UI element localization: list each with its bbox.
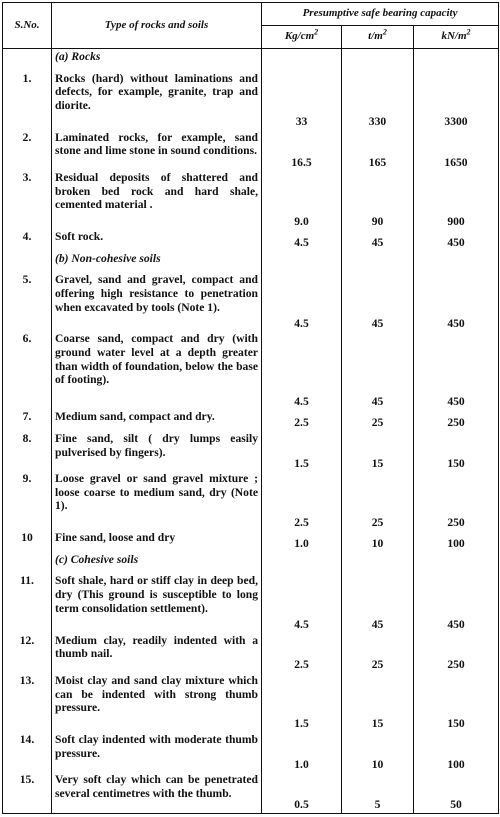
empty-cell bbox=[262, 251, 342, 273]
row-value-tm2: 15 bbox=[342, 431, 414, 471]
row-value-kgcm2: 2.5 bbox=[262, 633, 342, 673]
row-value-tm2: 90 bbox=[342, 170, 414, 229]
table-row bbox=[3, 573, 499, 632]
section-row bbox=[3, 251, 499, 273]
section-heading: (b) Non-cohesive soils bbox=[52, 251, 262, 273]
empty-cell bbox=[414, 251, 499, 273]
row-description: Medium clay, readily indented with a thumb nail. bbox=[52, 633, 262, 673]
row-description: Very soft clay which can be penetrated several centimetres with the thumb. bbox=[52, 772, 262, 813]
header-unit-knm2: $kN/m^2$ bbox=[414, 26, 499, 49]
header-capacity: Presumptive safe bearing capacity bbox=[262, 3, 499, 26]
row-value-knm2: 150 bbox=[414, 673, 499, 732]
row-value-tm2: 330 bbox=[342, 71, 414, 130]
row-description: Medium sand, compact and dry. bbox=[52, 409, 262, 431]
bearing-capacity-table bbox=[2, 2, 499, 814]
row-value-kgcm2: 2.5 bbox=[262, 471, 342, 530]
table-row bbox=[3, 229, 499, 251]
table-row bbox=[3, 130, 499, 170]
row-value-knm2: 250 bbox=[414, 633, 499, 673]
empty-cell bbox=[262, 552, 342, 574]
row-value-knm2: 3300 bbox=[414, 71, 499, 130]
row-sno: 2. bbox=[3, 130, 52, 170]
row-value-tm2: 45 bbox=[342, 331, 414, 409]
row-value-kgcm2: 0.5 bbox=[262, 772, 342, 813]
row-value-kgcm2: 4.5 bbox=[262, 272, 342, 331]
row-value-kgcm2: 1.0 bbox=[262, 732, 342, 772]
row-value-kgcm2: 4.5 bbox=[262, 331, 342, 409]
row-description: Moist clay and sand clay mixture which can be indented with strong thumb pressure. bbox=[52, 673, 262, 732]
section-heading: (a) Rocks bbox=[52, 49, 262, 71]
table-row bbox=[3, 530, 499, 552]
row-sno: 7. bbox=[3, 409, 52, 431]
row-value-tm2: 10 bbox=[342, 732, 414, 772]
header-unit-tm2: $t/m^2$ bbox=[342, 26, 414, 49]
row-value-knm2: 450 bbox=[414, 331, 499, 409]
row-description: Loose gravel or sand gravel mixture ; loose coarse to medium sand, dry (Note 1). bbox=[52, 471, 262, 530]
row-description: Soft clay indented with moderate thumb pressure. bbox=[52, 732, 262, 772]
row-sno: 6. bbox=[3, 331, 52, 409]
row-description: Fine sand, loose and dry bbox=[52, 530, 262, 552]
row-value-knm2: 450 bbox=[414, 229, 499, 251]
table-row bbox=[3, 331, 499, 409]
section-sno bbox=[3, 552, 52, 574]
row-sno: 1. bbox=[3, 71, 52, 130]
empty-cell bbox=[342, 552, 414, 574]
table-row bbox=[3, 272, 499, 331]
row-value-kgcm2: 2.5 bbox=[262, 409, 342, 431]
row-description: Gravel, sand and gravel, compact and offering high resistance to penetration when excavated by tools (Note 1). bbox=[52, 272, 262, 331]
row-value-kgcm2: 1.0 bbox=[262, 530, 342, 552]
section-row bbox=[3, 49, 499, 71]
row-value-knm2: 250 bbox=[414, 409, 499, 431]
row-sno: 4. bbox=[3, 229, 52, 251]
row-value-tm2: 45 bbox=[342, 272, 414, 331]
section-sno bbox=[3, 251, 52, 273]
row-value-knm2: 450 bbox=[414, 272, 499, 331]
row-value-tm2: 25 bbox=[342, 471, 414, 530]
row-value-knm2: 450 bbox=[414, 573, 499, 632]
row-sno: 15. bbox=[3, 772, 52, 813]
empty-cell bbox=[342, 49, 414, 71]
row-description: Residual deposits of shattered and broken bed rock and hard shale, cemented material . bbox=[52, 170, 262, 229]
header-type: Type of rocks and soils bbox=[52, 3, 262, 49]
table-row bbox=[3, 772, 499, 813]
row-value-knm2: 900 bbox=[414, 170, 499, 229]
row-sno: 10 bbox=[3, 530, 52, 552]
row-value-tm2: 5 bbox=[342, 772, 414, 813]
row-sno: 14. bbox=[3, 732, 52, 772]
section-row bbox=[3, 552, 499, 574]
row-sno: 12. bbox=[3, 633, 52, 673]
table-row bbox=[3, 409, 499, 431]
table-row bbox=[3, 673, 499, 732]
empty-cell bbox=[414, 552, 499, 574]
row-sno: 11. bbox=[3, 573, 52, 632]
row-description: Laminated rocks, for example, sand stone and lime stone in sound conditions. bbox=[52, 130, 262, 170]
header-sno: S.No. bbox=[3, 3, 52, 49]
row-value-knm2: 100 bbox=[414, 732, 499, 772]
table-row bbox=[3, 431, 499, 471]
table-body bbox=[3, 49, 499, 814]
row-value-tm2: 25 bbox=[342, 409, 414, 431]
empty-cell bbox=[262, 49, 342, 71]
row-value-kgcm2: 1.5 bbox=[262, 673, 342, 732]
row-value-knm2: 150 bbox=[414, 431, 499, 471]
row-sno: 3. bbox=[3, 170, 52, 229]
table-row bbox=[3, 471, 499, 530]
row-value-tm2: 10 bbox=[342, 530, 414, 552]
row-description: Coarse sand, compact and dry (with ground water level at a depth greater than width of foundation, below the base of footing). bbox=[52, 331, 262, 409]
row-value-kgcm2: 4.5 bbox=[262, 573, 342, 632]
empty-cell bbox=[342, 251, 414, 273]
row-value-kgcm2: 33 bbox=[262, 71, 342, 130]
row-value-knm2: 100 bbox=[414, 530, 499, 552]
header-unit-kgcm2: $Kg/cm^2$ bbox=[262, 26, 342, 49]
row-value-kgcm2: 9.0 bbox=[262, 170, 342, 229]
row-value-tm2: 45 bbox=[342, 573, 414, 632]
row-sno: 5. bbox=[3, 272, 52, 331]
table-row bbox=[3, 732, 499, 772]
row-description: Fine sand, silt ( dry lumps easily pulverised by fingers). bbox=[52, 431, 262, 471]
row-value-tm2: 25 bbox=[342, 633, 414, 673]
row-value-knm2: 250 bbox=[414, 471, 499, 530]
row-description: Soft shale, hard or stiff clay in deep bed, dry (This ground is susceptible to long term consolidation settlement). bbox=[52, 573, 262, 632]
row-sno: 9. bbox=[3, 471, 52, 530]
row-value-knm2: 50 bbox=[414, 772, 499, 813]
row-value-kgcm2: 16.5 bbox=[262, 130, 342, 170]
row-value-knm2: 1650 bbox=[414, 130, 499, 170]
table-row bbox=[3, 633, 499, 673]
row-value-tm2: 15 bbox=[342, 673, 414, 732]
row-description: Rocks (hard) without laminations and defects, for example, granite, trap and diorite. bbox=[52, 71, 262, 130]
row-value-kgcm2: 4.5 bbox=[262, 229, 342, 251]
row-description: Soft rock. bbox=[52, 229, 262, 251]
row-value-tm2: 165 bbox=[342, 130, 414, 170]
section-heading: (c) Cohesive soils bbox=[52, 552, 262, 574]
empty-cell bbox=[414, 49, 499, 71]
table-row bbox=[3, 71, 499, 130]
row-value-tm2: 45 bbox=[342, 229, 414, 251]
row-sno: 13. bbox=[3, 673, 52, 732]
row-value-kgcm2: 1.5 bbox=[262, 431, 342, 471]
row-sno: 8. bbox=[3, 431, 52, 471]
table-row bbox=[3, 170, 499, 229]
section-sno bbox=[3, 49, 52, 71]
